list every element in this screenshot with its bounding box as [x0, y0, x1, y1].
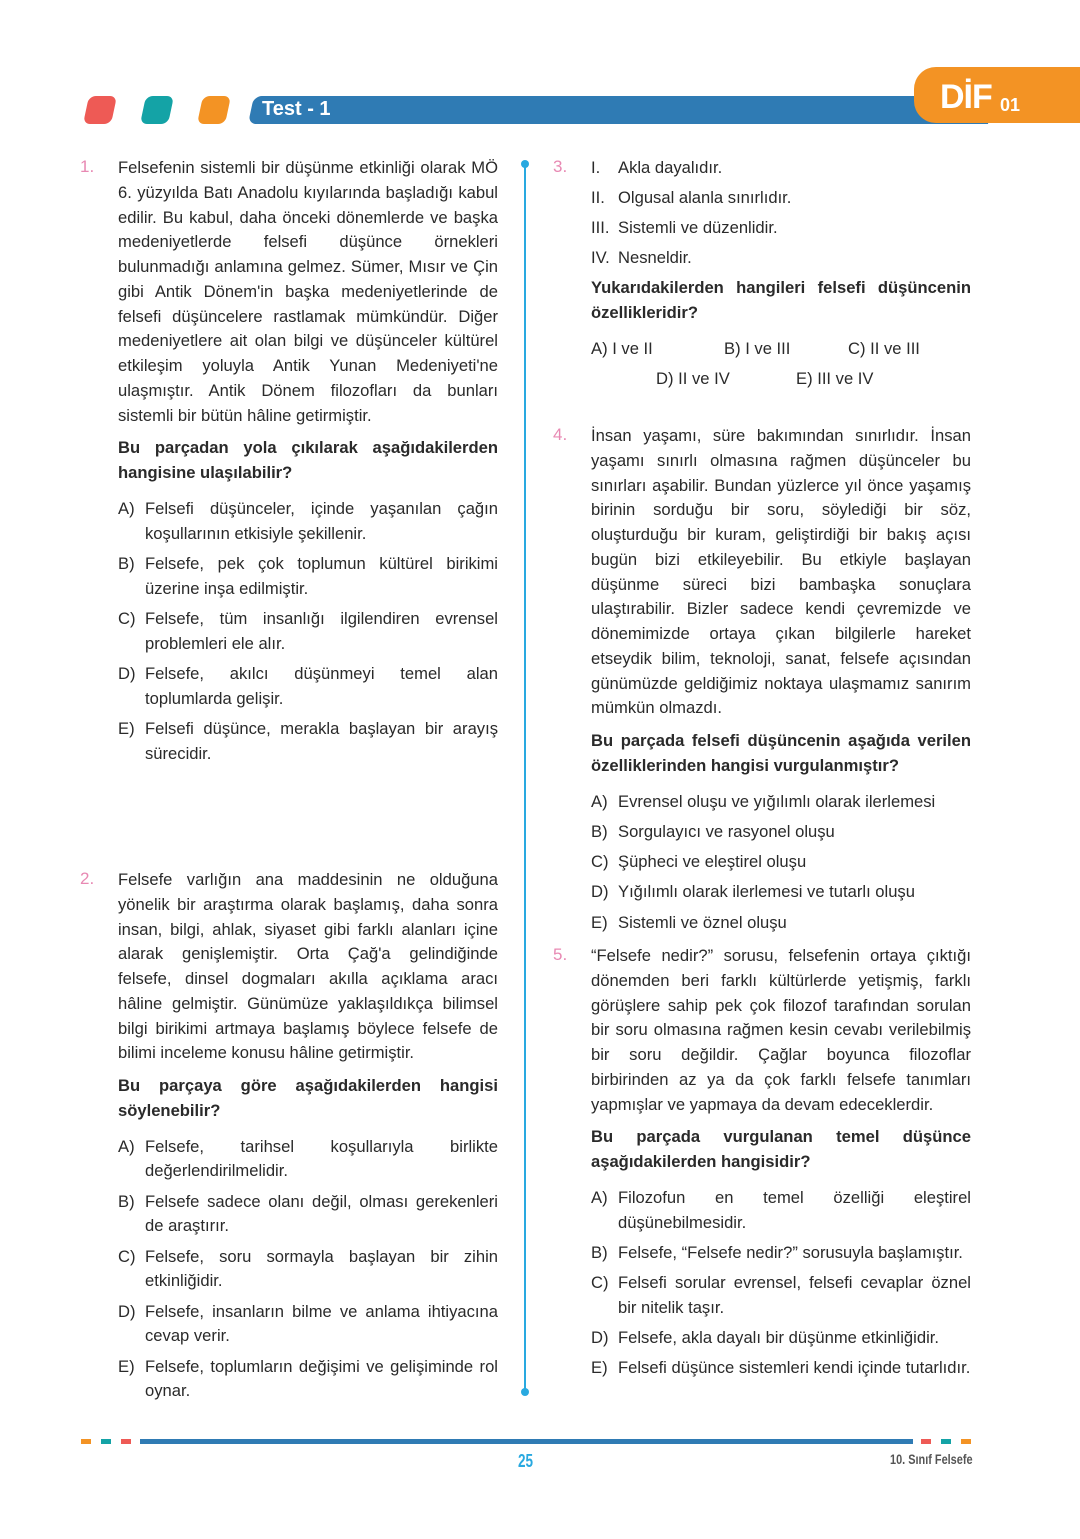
option-e[interactable] [118, 717, 498, 767]
option-letter: A) [118, 498, 135, 518]
statement-text: Olgusal alanla sınırlıdır. [618, 188, 792, 208]
divider-dot-bottom [521, 1388, 529, 1396]
option-text: Şüpheci ve eleştirel oluşu [618, 852, 807, 871]
brand-badge [914, 67, 1080, 123]
option-text: Yığılımlı olarak ilerlemesi ve tutarlı oluşu [618, 882, 915, 902]
test-title: Test - 1 [262, 98, 331, 120]
question-text: Felsefe varlığın ana maddesinin ne olduğuna yönelik bir araştırma olarak başlamış, daha sonra insan, bilgi, ahlak, siyaset gibi farklı alanları içine alarak genişlemiştir. Orta Çağ'a gelindiğinde felsefe, dinsel dogmaları akılla açıklama aracı hâline gelmiştir. Günümüze yaklaşıldıkça bilimsel bilgi birikimi artmaya başlamış böylece felsefe de bilimi inceleme konusu hâline getirmiştir. [118, 870, 498, 1063]
option-letter: C) [118, 1246, 136, 1266]
option-text: Felsefi sorular evrensel, felsefi cevaplar öznel bir nitelik taşır. [618, 1273, 971, 1317]
option-a[interactable] [591, 1186, 971, 1236]
option-letter: C) [591, 852, 609, 871]
option-c[interactable] [118, 607, 498, 657]
statement-numeral: III. [591, 218, 610, 238]
statement-numeral: IV. [591, 248, 610, 268]
option-text: Sorgulayıcı ve rasyonel oluşu [618, 821, 835, 841]
option-text: Felsefe sadece olanı değil, olması gerekenleri de araştırır. [145, 1191, 498, 1236]
option-b[interactable]: B) I ve III [724, 338, 791, 358]
option-letter: D) [118, 1301, 136, 1321]
book-title: 10. Sınıf Felsefe [890, 1451, 973, 1467]
column-divider [524, 164, 526, 1392]
option-letter: D) [591, 1328, 609, 1347]
footer-decoration [961, 1439, 971, 1444]
option-e[interactable] [591, 911, 971, 936]
orange-tab-decoration [197, 96, 231, 124]
option-a[interactable] [118, 497, 498, 547]
question-text: Felsefenin sistemli bir düşünme etkinliği olarak MÖ 6. yüzyılda Batı Anadolu kıyılarında başladığı kabul edilir. Bu kabul, daha önceki dönemlerde ve başka medeniyetlerde felsefi düşünce örnekleri bulunmadığı anlamına gelmez. Sümer, Mısır ve Çin gibi Antik Dönem'in başka medeniyetlerinde de felsefi düşüncelere rastlamak mümkündür. Diğer medeniyetlere ait olan bilgi ve düşünceler kültürel etkileşim yoluyla Antik Yunan Medeniyeti'ne ulaşmıştır. Antik Dönem filozofları da bunları sistemli bir bütün hâline getirmiştir. [118, 158, 498, 425]
option-letter: E) [118, 1356, 135, 1376]
question-text: İnsan yaşamı, süre bakımından sınırlıdır. İnsan yaşamı sınırlı olmasına rağmen düşünceler bu sınırları aşabilir. Bundan yüzlerce yıl önce yaşamış birinin sorduğu bir soru, söylediği bir söz, oluşturduğu bir kuram, geliştirdiği bir bakış açısı bugün bizi etkileyebilir. Bu etkiyle başlayan düşünme süreci bizi bambaşka sonuçlara ulaştırabilir. Bizler sadece kendi çevremizde ve dönemimizde ortaya çıkan bilgilerle hareket etseydik bilim, teknoloji, sanat, felsefe açısından günümüzde geldiğimiz noktaya ulaşmamız sanırım mümkün olmazdı. [591, 426, 971, 718]
option-letter: B) [591, 821, 608, 841]
option-c[interactable] [591, 850, 971, 875]
option-text: Felsefe, pek çok toplumun kültürel birikimi üzerine inşa edilmiştir. [145, 553, 498, 598]
option-text: Felsefe, tarihsel koşullarıyla birlikte değerlendirilmelidir. [145, 1136, 498, 1181]
option-text: Felsefe, insanların bilme ve anlama ihtiyacına cevap verir. [145, 1301, 498, 1346]
option-a[interactable]: A) I ve II [591, 338, 653, 358]
options-list [591, 790, 971, 936]
question-prompt: Yukarıdakilerden hangileri felsefi düşüncenin özellikleridir? [591, 278, 971, 322]
option-letter: D) [591, 882, 609, 902]
footer-decoration [121, 1439, 131, 1444]
option-b[interactable] [591, 1241, 971, 1266]
brand-logo: DİF [940, 78, 992, 116]
red-tab-decoration [83, 96, 117, 124]
page-number: 25 [518, 1451, 534, 1471]
question-number: 1. [80, 157, 95, 176]
option-c[interactable]: C) II ve III [848, 338, 920, 358]
option-a[interactable] [118, 1135, 498, 1185]
statement-text: Akla dayalıdır. [618, 158, 723, 177]
option-text: Felsefe, “Felsefe nedir?” sorusuyla başlamıştır. [618, 1242, 963, 1262]
option-text: Felsefi düşünce sistemleri kendi içinde tutarlıdır. [618, 1358, 971, 1378]
option-letter: D) [118, 663, 136, 683]
statement [591, 186, 971, 211]
footer-decoration [81, 1439, 91, 1444]
option-text: Felsefe, akılcı düşünmeyi temel alan toplumlarda gelişir. [145, 663, 498, 708]
question-number: 4. [553, 425, 568, 444]
options-list [118, 497, 498, 767]
option-text: Felsefi düşünce, merakla başlayan bir arayış sürecidir. [145, 718, 498, 763]
question-prompt: Bu parçaya göre aşağıdakilerden hangisi söylenebilir? [118, 1076, 498, 1120]
option-text: Evrensel oluşu ve yığılımlı olarak ilerlemesi [618, 791, 936, 811]
statement [591, 216, 971, 241]
option-letter: B) [591, 1242, 608, 1262]
option-b[interactable] [591, 820, 971, 845]
option-d[interactable]: D) II ve IV [656, 368, 730, 388]
question-prompt: Bu parçada vurgulanan temel düşünce aşağıdakilerden hangisidir? [591, 1127, 971, 1171]
option-d[interactable] [591, 880, 971, 905]
statement [591, 246, 971, 271]
divider-dot-top [521, 160, 529, 168]
option-letter: E) [591, 912, 608, 932]
question-5 [591, 944, 971, 1387]
option-b[interactable] [118, 552, 498, 602]
statement-numeral: II. [591, 188, 605, 208]
footer-decoration [921, 1439, 931, 1444]
option-text: Filozofun en temel özelliği eleştirel düşünebilmesidir. [618, 1187, 971, 1232]
option-d[interactable] [591, 1326, 971, 1351]
option-letter: C) [591, 1273, 609, 1292]
question-3 [591, 156, 971, 397]
option-d[interactable] [118, 1300, 498, 1350]
option-text: Felsefe, toplumların değişimi ve gelişiminde rol oynar. [145, 1356, 498, 1401]
statements-list [591, 156, 971, 271]
option-letter: B) [118, 553, 135, 573]
option-text: Felsefe, tüm insanlığı ilgilendiren evrensel problemleri ele alır. [145, 608, 498, 653]
question-4 [591, 424, 971, 941]
statement [591, 156, 971, 181]
statement-text: Sistemli ve düzenlidir. [618, 218, 778, 238]
option-letter: A) [118, 1136, 135, 1156]
question-number: 2. [80, 869, 95, 888]
option-text: Felsefe, soru sormayla başlayan bir zihin etkinliğidir. [145, 1246, 498, 1291]
question-text: “Felsefe nedir?” sorusu, felsefenin ortaya çıktığı dönemden beri farklı kültürlerde yetişmiş, farklı görüşlere sahip pek çok filozof tarafından sorulan bir soru olmasına rağmen kesin cevabı verilebilmiş bir soru değildir. Çağlar boyunca filozoflar birbirinden az ya da çok farklı felsefe tanımları yapmışlar ve yapmaya da devam edeceklerdir. [591, 946, 971, 1114]
option-text: Felsefi düşünceler, içinde yaşanılan çağın koşullarının etkisiyle şekillenir. [145, 498, 498, 543]
option-d[interactable] [118, 662, 498, 712]
statement-numeral: I. [591, 158, 601, 177]
question-prompt: Bu parçada felsefi düşüncenin aşağıda verilen özelliklerinden hangisi vurgulanmıştır? [591, 731, 971, 775]
footer-decoration [941, 1439, 951, 1444]
option-c[interactable] [591, 1271, 971, 1321]
options-list [591, 1186, 971, 1381]
question-1 [118, 156, 498, 772]
statement-text: Nesneldir. [618, 248, 692, 268]
header-bar [248, 96, 994, 124]
option-b[interactable] [118, 1190, 498, 1240]
option-e[interactable] [591, 1356, 971, 1381]
options-list [118, 1135, 498, 1405]
option-letter: C) [118, 608, 136, 628]
option-letter: E) [118, 718, 135, 738]
footer-decoration [101, 1439, 111, 1444]
question-2 [118, 868, 498, 1410]
teal-tab-decoration [140, 96, 174, 124]
option-letter: E) [591, 1358, 608, 1378]
option-letter: A) [591, 791, 608, 811]
question-number: 5. [553, 945, 568, 964]
brand-number: 01 [1000, 95, 1021, 115]
option-text: Felsefe, akla dayalı bir düşünme etkinliğidir. [618, 1328, 939, 1347]
question-prompt: Bu parçadan yola çıkılarak aşağıdakilerden hangisine ulaşılabilir? [118, 438, 498, 482]
option-e[interactable]: E) III ve IV [796, 368, 874, 388]
option-letter: B) [118, 1191, 135, 1211]
option-letter: A) [591, 1187, 608, 1207]
option-text: Sistemli ve öznel oluşu [618, 912, 787, 932]
option-a[interactable] [591, 790, 971, 815]
question-number: 3. [553, 157, 568, 176]
footer-line [140, 1439, 913, 1444]
option-e[interactable] [118, 1355, 498, 1405]
options-grid [591, 337, 971, 397]
option-c[interactable] [118, 1245, 498, 1295]
